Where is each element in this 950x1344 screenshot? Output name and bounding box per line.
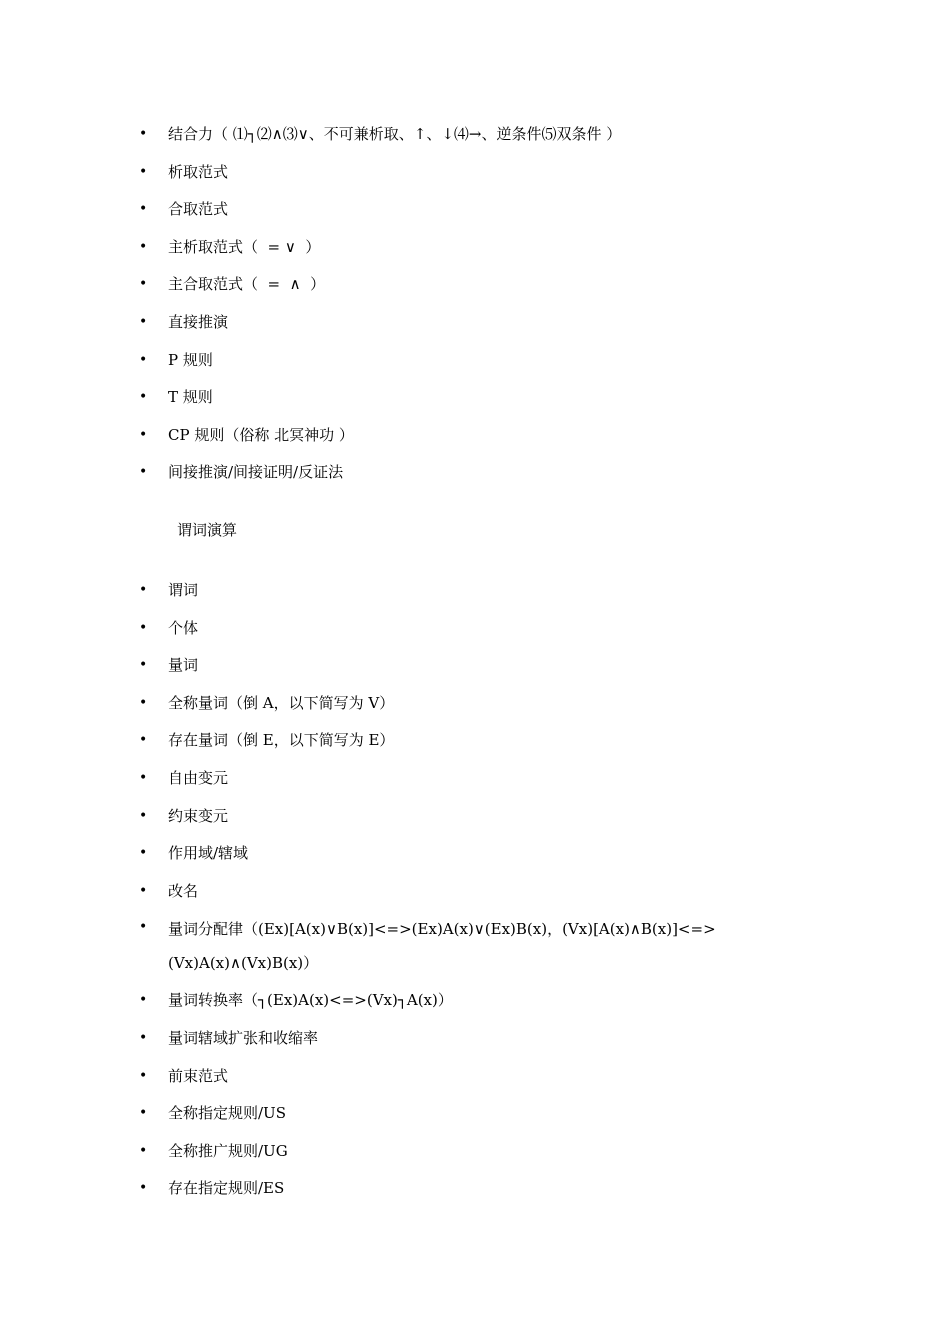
bullet-icon: • <box>139 163 148 180</box>
bullet-icon: • <box>139 619 148 636</box>
list-item <box>0 191 808 229</box>
list-item-text: 存在指定规则/ES <box>168 1179 285 1198</box>
list-item <box>0 229 808 267</box>
list-item-text: 全称推广规则/UG <box>168 1141 288 1160</box>
list-item-text: 个体 <box>168 618 199 637</box>
list-item <box>0 910 808 982</box>
list-item <box>0 417 808 455</box>
list-item <box>0 798 808 836</box>
list-item <box>0 342 808 380</box>
list-item <box>0 379 808 417</box>
bullet-icon: • <box>139 1105 148 1122</box>
bullet-icon: • <box>139 882 148 899</box>
list-item-text: 合取范式 <box>168 200 229 219</box>
bullet-icon: • <box>139 389 148 406</box>
list-item-text: 结合力（ ⑴┐⑵∧⑶∨、不可兼析取、↑、↓⑷→、逆条件⑸双条件 ） <box>168 125 622 143</box>
list-item <box>0 1058 808 1096</box>
bullet-icon: • <box>139 807 148 824</box>
list-item <box>0 266 808 304</box>
bullet-icon: • <box>139 313 148 330</box>
list-item-text: 作用域/辖域 <box>168 844 249 863</box>
bullet-icon: • <box>139 1067 148 1084</box>
list-item-text: T 规则 <box>168 388 213 407</box>
list-item <box>0 1095 808 1133</box>
list-item-text: 间接推演/间接证明/反证法 <box>168 463 344 482</box>
propositional-logic-list <box>0 116 808 492</box>
section-heading: 谓词演算 <box>177 521 238 539</box>
list-item-text: 谓词 <box>168 581 199 599</box>
list-item-text: 全称指定规则/US <box>168 1104 286 1123</box>
list-item-text: 量词 <box>168 656 199 675</box>
list-item <box>0 454 808 492</box>
bullet-icon: • <box>139 845 148 862</box>
bullet-icon: • <box>139 919 148 936</box>
bullet-icon: • <box>139 992 148 1009</box>
list-item-text: 直接推演 <box>168 312 229 331</box>
list-item-text: 量词辖域扩张和收缩率 <box>168 1028 319 1047</box>
bullet-icon: • <box>139 1180 148 1197</box>
bullet-icon: • <box>139 694 148 711</box>
list-item <box>0 1020 808 1058</box>
list-item-text: 改名 <box>168 881 199 900</box>
bullet-icon: • <box>139 276 148 293</box>
list-item-text: 主析取范式（ = ∨ ） <box>168 237 321 256</box>
bullet-icon: • <box>139 582 148 598</box>
list-item-text: 自由变元 <box>168 768 229 787</box>
list-item-text: 主合取范式（ = ∧ ） <box>168 275 326 294</box>
list-item <box>0 572 808 610</box>
bullet-icon: • <box>139 426 148 443</box>
list-item <box>0 304 808 342</box>
list-item-text: 量词分配律（(Ex)[A(x)∨B(x)]<=>(Ex)A(x)∨(Ex)B(x)，(Vx)[A(x)∧B(x)]<=>(Vx)A(x)∧(Vx)B(x)） <box>168 920 716 973</box>
bullet-icon: • <box>139 351 148 368</box>
list-item-text: 约束变元 <box>168 806 229 825</box>
list-item-text: CP 规则（俗称 北冥神功 ） <box>168 425 354 444</box>
list-item <box>0 116 808 154</box>
list-item-text: 前束范式 <box>168 1066 229 1085</box>
list-item <box>0 835 808 873</box>
list-item-text: 析取范式 <box>168 162 229 181</box>
list-item <box>0 982 808 1020</box>
list-item <box>0 1133 808 1171</box>
bullet-icon: • <box>139 238 148 255</box>
bullet-icon: • <box>139 201 148 218</box>
bullet-icon: • <box>139 1142 148 1159</box>
bullet-icon: • <box>139 464 148 481</box>
list-item-text: 全称量词（倒 A，以下简写为 V） <box>168 693 395 712</box>
bullet-icon: • <box>139 732 148 749</box>
bullet-icon: • <box>139 657 148 674</box>
list-item <box>0 760 808 798</box>
list-item <box>0 873 808 911</box>
predicate-calculus-list <box>0 572 808 1208</box>
bullet-icon: • <box>139 769 148 786</box>
bullet-icon: • <box>139 126 148 142</box>
list-item <box>0 154 808 192</box>
list-item <box>0 1170 808 1208</box>
list-item <box>0 610 808 648</box>
list-item-text: P 规则 <box>168 350 213 369</box>
list-item <box>0 647 808 685</box>
list-item <box>0 685 808 723</box>
list-item <box>0 722 808 760</box>
list-item-text: 量词转换率（┐(Ex)A(x)<=>(Vx)┐A(x)） <box>168 991 453 1010</box>
bullet-icon: • <box>139 1029 148 1046</box>
list-item-text: 存在量词（倒 E，以下简写为 E） <box>168 731 395 750</box>
